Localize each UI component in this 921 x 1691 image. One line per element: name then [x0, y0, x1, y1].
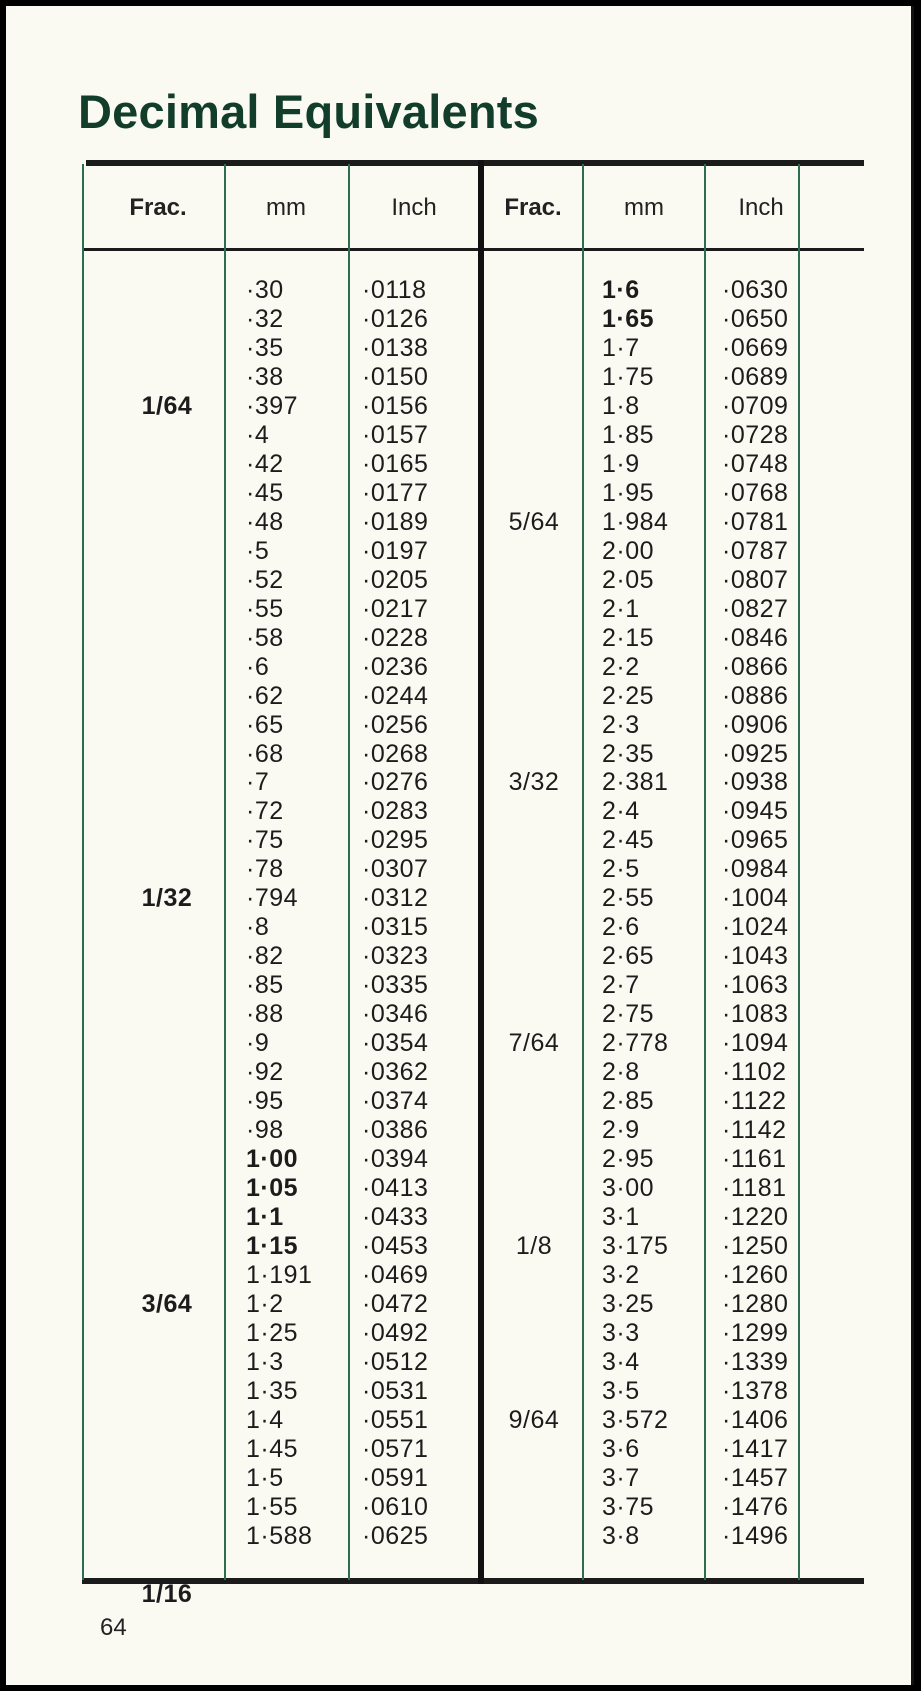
right-frac-cell — [486, 1203, 582, 1232]
left-inch-cell: ·0118 — [362, 276, 427, 304]
right-mm-cell: 2·778 — [602, 1029, 669, 1058]
right-inch-cell: ·1417 — [722, 1434, 789, 1463]
left-frac-cell — [112, 421, 222, 450]
left-frac-cell — [112, 479, 222, 508]
left-frac-cell — [112, 797, 222, 826]
left-inch-cell: ·0551 — [362, 1405, 429, 1434]
left-frac-cell — [112, 711, 222, 740]
right-mm-cell: 2·95 — [602, 1145, 655, 1174]
right-mm-cell: 2·3 — [602, 710, 640, 739]
right-mm-cell: 2·4 — [602, 797, 640, 826]
left-inch-cell: ·0138 — [362, 333, 429, 362]
page-title: Decimal Equivalents — [78, 85, 539, 138]
right-frac-cell — [486, 1087, 582, 1116]
right-mm-cell: 3·25 — [602, 1289, 655, 1318]
left-frac-cell — [112, 1377, 222, 1406]
left-inch-cell: ·0165 — [362, 449, 429, 478]
right-mm-cell: 1·6 — [602, 276, 640, 304]
left-frac-cell — [112, 855, 222, 884]
left-inch-cell: ·0323 — [362, 942, 429, 971]
left-inch-cell: ·0492 — [362, 1318, 429, 1347]
right-mm-cell: 2·00 — [602, 536, 655, 565]
right-mm-cell: 3·1 — [602, 1203, 640, 1231]
left-frac-cell — [112, 537, 222, 566]
right-inch-cell: ·0630 — [722, 276, 789, 304]
right-frac-cell — [486, 1290, 582, 1319]
right-frac-cell — [486, 711, 582, 740]
right-mm-cell: 3·4 — [602, 1347, 640, 1376]
left-frac-cell: 1/64 — [141, 391, 193, 420]
left-frac-cell — [112, 1522, 222, 1551]
decimal-equivalents-table — [82, 160, 864, 1608]
left-inch-cell: ·0268 — [362, 739, 429, 768]
header-frac-right: Frac. — [504, 194, 562, 221]
right-mm-cell: 2·1 — [602, 594, 640, 623]
right-inch-cell: ·0938 — [722, 768, 789, 797]
left-frac-cell — [112, 595, 222, 624]
right-frac-cell — [486, 450, 582, 479]
right-frac-cell — [486, 1145, 582, 1174]
right-frac-cell — [486, 884, 582, 913]
left-mm-cell: ·95 — [246, 1087, 284, 1116]
right-frac-cell — [486, 537, 582, 566]
right-frac-cell — [486, 682, 582, 711]
right-frac-cell — [486, 740, 582, 769]
left-inch-cell: ·0571 — [362, 1434, 429, 1463]
left-inch-cell: ·0354 — [362, 1029, 429, 1058]
left-frac-column — [112, 276, 222, 1609]
left-frac-cell — [112, 1174, 222, 1203]
left-frac-cell — [112, 913, 222, 942]
left-inch-cell: ·0189 — [362, 507, 429, 536]
left-frac-cell — [112, 1406, 222, 1435]
left-mm-cell: ·48 — [246, 507, 284, 536]
left-mm-cell: ·72 — [246, 797, 284, 826]
column-line — [348, 164, 350, 1580]
right-frac-cell — [486, 1116, 582, 1145]
left-mm-cell: 1·588 — [246, 1521, 313, 1550]
left-mm-cell: ·85 — [246, 971, 284, 1000]
left-inch-cell: ·0126 — [362, 304, 429, 333]
left-inch-cell: ·0156 — [362, 391, 429, 420]
left-inch-cell: ·0312 — [362, 884, 429, 913]
column-line — [704, 164, 706, 1580]
right-inch-cell: ·1024 — [722, 913, 789, 942]
right-frac-cell — [486, 797, 582, 826]
right-mm-cell: 3·5 — [602, 1376, 640, 1405]
right-inch-cell: ·1220 — [722, 1203, 789, 1231]
right-mm-cell: 1·7 — [602, 333, 640, 362]
right-inch-cell: ·1161 — [722, 1145, 787, 1174]
left-mm-cell: 1·191 — [246, 1260, 313, 1289]
right-inch-cell: ·0965 — [722, 826, 789, 855]
left-mm-cell: ·88 — [246, 1000, 284, 1029]
right-inch-cell: ·0787 — [722, 536, 789, 565]
left-frac-cell — [112, 1203, 222, 1232]
right-frac-cell — [486, 1377, 582, 1406]
right-frac-cell — [486, 826, 582, 855]
left-inch-cell: ·0512 — [362, 1347, 429, 1376]
right-mm-cell: 2·5 — [602, 855, 640, 884]
left-mm-cell: ·32 — [246, 304, 284, 333]
left-mm-cell: ·35 — [246, 333, 284, 362]
left-inch-cell: ·0205 — [362, 565, 429, 594]
left-frac-cell — [112, 1145, 222, 1174]
right-mm-cell: 2·55 — [602, 884, 655, 913]
left-inch-cell: ·0244 — [362, 681, 429, 710]
left-mm-cell: ·30 — [246, 276, 284, 304]
left-frac-cell — [112, 363, 222, 392]
column-line — [82, 164, 84, 1580]
left-mm-cell: ·794 — [246, 884, 299, 913]
right-frac-cell — [486, 334, 582, 363]
left-inch-cell: ·0413 — [362, 1174, 429, 1203]
left-inch-cell: ·0157 — [362, 420, 429, 449]
right-mm-cell: 2·7 — [602, 971, 640, 1000]
right-frac-cell: 1/8 — [515, 1231, 553, 1260]
right-mm-cell: 2·25 — [602, 681, 655, 710]
right-frac-cell: 5/64 — [508, 507, 560, 536]
right-mm-cell: 3·3 — [602, 1318, 640, 1347]
left-frac-cell — [112, 1000, 222, 1029]
left-mm-cell: ·38 — [246, 362, 284, 391]
left-mm-cell: 1·4 — [246, 1405, 284, 1434]
right-inch-cell: ·1299 — [722, 1318, 789, 1347]
left-frac-cell: 1/16 — [141, 1579, 193, 1608]
right-mm-cell: 2·75 — [602, 1000, 655, 1029]
right-inch-cell: ·1063 — [722, 971, 789, 1000]
column-line — [224, 164, 226, 1580]
header-inch-right: Inch — [738, 194, 784, 221]
right-frac-cell — [486, 1261, 582, 1290]
header-mm-left: mm — [266, 194, 306, 221]
left-frac-cell — [112, 1087, 222, 1116]
right-mm-cell: 1·984 — [602, 507, 669, 536]
right-frac-cell — [486, 305, 582, 334]
left-frac-cell — [112, 305, 222, 334]
right-inch-cell: ·1142 — [722, 1116, 787, 1145]
left-inch-cell: ·0217 — [362, 594, 429, 623]
left-mm-cell: ·397 — [246, 391, 299, 420]
left-frac-cell: 1/32 — [141, 884, 193, 913]
right-mm-cell: 3·2 — [602, 1260, 640, 1289]
left-frac-cell — [112, 1464, 222, 1493]
right-frac-cell — [486, 1464, 582, 1493]
left-mm-cell: ·9 — [246, 1029, 270, 1058]
left-mm-cell: ·8 — [246, 913, 270, 942]
right-inch-cell: ·1457 — [722, 1463, 789, 1492]
right-mm-cell: 2·05 — [602, 565, 655, 594]
right-inch-cell: ·1406 — [722, 1405, 789, 1434]
right-mm-cell: 2·2 — [602, 652, 640, 681]
right-mm-cell: 3·572 — [602, 1405, 669, 1434]
right-frac-cell — [486, 1174, 582, 1203]
right-inch-cell: ·1260 — [722, 1260, 789, 1289]
left-inch-cell: ·0453 — [362, 1231, 429, 1260]
right-frac-cell — [486, 653, 582, 682]
header-inch-left: Inch — [391, 194, 437, 221]
right-frac-cell — [486, 1000, 582, 1029]
right-inch-cell: ·0827 — [722, 594, 789, 623]
right-mm-cell: 2·6 — [602, 913, 640, 942]
right-inch-cell: ·0709 — [722, 391, 789, 420]
header-mm-right: mm — [624, 194, 664, 221]
left-mm-cell: ·58 — [246, 623, 284, 652]
right-mm-cell: 3·75 — [602, 1492, 655, 1521]
right-frac-cell — [486, 855, 582, 884]
left-mm-cell: 1·3 — [246, 1347, 284, 1376]
left-inch-cell: ·0256 — [362, 710, 429, 739]
right-inch-cell: ·1004 — [722, 884, 789, 913]
left-frac-cell — [112, 971, 222, 1000]
right-mm-cell: 2·9 — [602, 1116, 640, 1145]
right-inch-cell: ·0886 — [722, 681, 789, 710]
left-inch-cell: ·0228 — [362, 623, 429, 652]
left-mm-cell: 1·2 — [246, 1289, 284, 1318]
left-mm-cell: ·92 — [246, 1058, 284, 1087]
right-inch-cell: ·0669 — [722, 333, 789, 362]
right-frac-cell — [486, 1435, 582, 1464]
left-frac-cell — [112, 682, 222, 711]
left-frac-cell — [112, 1232, 222, 1261]
page-number: 64 — [100, 1614, 127, 1641]
right-mm-cell: 1·9 — [602, 449, 640, 478]
page — [6, 6, 914, 1685]
right-mm-column — [602, 276, 702, 1551]
left-mm-cell: ·98 — [246, 1116, 284, 1145]
right-inch-cell: ·0906 — [722, 710, 789, 739]
right-inch-cell: ·1043 — [722, 942, 789, 971]
left-inch-cell: ·0472 — [362, 1289, 429, 1318]
left-mm-cell: ·7 — [246, 768, 270, 797]
left-inch-cell: ·0386 — [362, 1116, 429, 1145]
right-inch-cell: ·1094 — [722, 1029, 789, 1058]
right-inch-cell: ·0945 — [722, 797, 789, 826]
left-inch-cell: ·0591 — [362, 1463, 429, 1492]
left-mm-cell: 1·5 — [246, 1463, 284, 1492]
right-frac-cell — [486, 421, 582, 450]
left-mm-cell: 1·45 — [246, 1434, 299, 1463]
left-frac-cell — [112, 1261, 222, 1290]
right-frac-cell — [486, 624, 582, 653]
left-inch-cell: ·0276 — [362, 768, 429, 797]
right-frac-cell — [486, 1319, 582, 1348]
right-mm-cell: 1·75 — [602, 362, 655, 391]
left-frac-cell — [112, 740, 222, 769]
header-frac-left: Frac. — [129, 194, 187, 221]
left-inch-cell: ·0346 — [362, 1000, 429, 1029]
left-mm-cell: ·5 — [246, 536, 270, 565]
left-frac-cell — [112, 1116, 222, 1145]
right-mm-cell: 2·8 — [602, 1058, 640, 1087]
right-mm-cell: 1·85 — [602, 420, 655, 449]
left-inch-cell: ·0150 — [362, 362, 429, 391]
left-inch-cell: ·0374 — [362, 1087, 429, 1116]
left-mm-cell: 1·00 — [246, 1145, 299, 1174]
left-frac-cell — [112, 1493, 222, 1522]
right-frac-cell — [486, 566, 582, 595]
right-inch-cell: ·0650 — [722, 304, 789, 333]
right-mm-cell: 3·175 — [602, 1231, 669, 1260]
right-inch-cell: ·0689 — [722, 362, 789, 391]
right-inch-cell: ·1122 — [722, 1087, 787, 1116]
left-inch-cell: ·0394 — [362, 1145, 429, 1174]
right-frac-cell — [486, 363, 582, 392]
right-mm-cell: 2·35 — [602, 739, 655, 768]
left-frac-cell — [112, 276, 222, 305]
left-inch-cell: ·0315 — [362, 913, 429, 942]
right-inch-cell: ·0846 — [722, 623, 789, 652]
column-line — [582, 164, 584, 1580]
right-inch-cell: ·1280 — [722, 1289, 789, 1318]
left-mm-cell: ·75 — [246, 826, 284, 855]
right-frac-cell — [486, 942, 582, 971]
right-mm-cell: 2·85 — [602, 1087, 655, 1116]
right-mm-cell: 1·8 — [602, 391, 640, 420]
right-frac-cell — [486, 1058, 582, 1087]
left-mm-column — [246, 276, 346, 1551]
left-frac-cell — [112, 450, 222, 479]
left-inch-cell: ·0197 — [362, 536, 429, 565]
right-inch-cell: ·0925 — [722, 739, 789, 768]
left-mm-cell: 1·05 — [246, 1174, 299, 1203]
right-inch-cell: ·1181 — [722, 1174, 787, 1203]
left-mm-cell: 1·55 — [246, 1492, 299, 1521]
left-frac-cell — [112, 334, 222, 363]
right-inch-column — [722, 276, 818, 1551]
left-frac-cell — [112, 826, 222, 855]
left-mm-cell: ·4 — [246, 420, 270, 449]
right-mm-cell: 3·7 — [602, 1463, 640, 1492]
left-mm-cell: ·68 — [246, 739, 284, 768]
left-mm-cell: ·45 — [246, 478, 284, 507]
right-inch-cell: ·0807 — [722, 565, 789, 594]
right-inch-cell: ·0728 — [722, 420, 789, 449]
left-frac-cell — [112, 566, 222, 595]
right-inch-cell: ·0768 — [722, 478, 789, 507]
left-mm-cell: ·55 — [246, 594, 284, 623]
right-inch-cell: ·0866 — [722, 652, 789, 681]
left-inch-cell: ·0335 — [362, 971, 429, 1000]
right-frac-cell — [486, 1522, 582, 1551]
center-divider-rule — [478, 160, 484, 1584]
right-mm-cell: 2·15 — [602, 623, 655, 652]
right-mm-cell: 2·381 — [602, 768, 669, 797]
left-frac-cell — [112, 508, 222, 537]
left-frac-cell — [112, 768, 222, 797]
left-inch-cell: ·0433 — [362, 1203, 429, 1231]
left-frac-cell — [112, 653, 222, 682]
right-frac-cell — [486, 392, 582, 421]
left-inch-cell: ·0236 — [362, 652, 429, 681]
left-mm-cell: ·6 — [246, 652, 270, 681]
right-frac-cell — [486, 1348, 582, 1377]
right-mm-cell: 3·8 — [602, 1521, 640, 1550]
right-mm-cell: 1·65 — [602, 304, 655, 333]
left-inch-cell: ·0283 — [362, 797, 429, 826]
left-inch-cell: ·0177 — [362, 478, 429, 507]
left-inch-cell: ·0625 — [362, 1521, 429, 1550]
right-inch-cell: ·1378 — [722, 1376, 789, 1405]
left-mm-cell: ·78 — [246, 855, 284, 884]
right-frac-cell — [486, 276, 582, 305]
right-inch-cell: ·1250 — [722, 1231, 789, 1260]
right-inch-cell: ·1476 — [722, 1492, 789, 1521]
right-frac-cell — [486, 479, 582, 508]
left-mm-cell: 1·1 — [246, 1203, 284, 1231]
left-frac-cell — [112, 1029, 222, 1058]
right-frac-cell: 3/32 — [508, 768, 560, 797]
right-inch-cell: ·0984 — [722, 855, 789, 884]
right-frac-column — [486, 276, 582, 1551]
right-frac-cell — [486, 595, 582, 624]
right-frac-cell — [486, 1493, 582, 1522]
right-inch-cell: ·0748 — [722, 449, 789, 478]
table-top-rule — [86, 160, 864, 166]
right-frac-cell: 9/64 — [508, 1405, 560, 1434]
right-frac-cell — [486, 971, 582, 1000]
left-frac-cell — [112, 1551, 222, 1580]
left-inch-cell: ·0295 — [362, 826, 429, 855]
left-frac-cell — [112, 1058, 222, 1087]
right-inch-cell: ·1496 — [722, 1521, 789, 1550]
right-inch-cell: ·1339 — [722, 1347, 789, 1376]
left-inch-cell: ·0307 — [362, 855, 429, 884]
right-mm-cell: 2·45 — [602, 826, 655, 855]
left-inch-column — [362, 276, 472, 1551]
left-frac-cell: 3/64 — [141, 1289, 193, 1318]
left-mm-cell: ·42 — [246, 449, 284, 478]
right-inch-cell: ·1083 — [722, 1000, 789, 1029]
right-mm-cell: 2·65 — [602, 942, 655, 971]
left-frac-cell — [112, 1319, 222, 1348]
left-mm-cell: 1·35 — [246, 1376, 299, 1405]
left-inch-cell: ·0610 — [362, 1492, 429, 1521]
left-inch-cell: ·0531 — [362, 1376, 429, 1405]
right-inch-cell: ·0781 — [722, 507, 789, 536]
left-inch-cell: ·0362 — [362, 1058, 429, 1087]
left-inch-cell: ·0469 — [362, 1260, 429, 1289]
right-mm-cell: 3·6 — [602, 1434, 640, 1463]
left-frac-cell — [112, 1348, 222, 1377]
left-frac-cell — [112, 942, 222, 971]
right-frac-cell: 7/64 — [508, 1029, 560, 1058]
right-inch-cell: ·1102 — [722, 1058, 787, 1087]
left-mm-cell: ·52 — [246, 565, 284, 594]
left-frac-cell — [112, 624, 222, 653]
left-mm-cell: ·62 — [246, 681, 284, 710]
left-mm-cell: ·65 — [246, 710, 284, 739]
right-frac-cell — [486, 913, 582, 942]
right-mm-cell: 1·95 — [602, 478, 655, 507]
header-divider-rule — [82, 248, 864, 251]
left-frac-cell — [112, 1435, 222, 1464]
right-mm-cell: 3·00 — [602, 1174, 655, 1203]
left-mm-cell: 1·25 — [246, 1318, 299, 1347]
left-mm-cell: ·82 — [246, 942, 284, 971]
left-mm-cell: 1·15 — [246, 1231, 299, 1260]
